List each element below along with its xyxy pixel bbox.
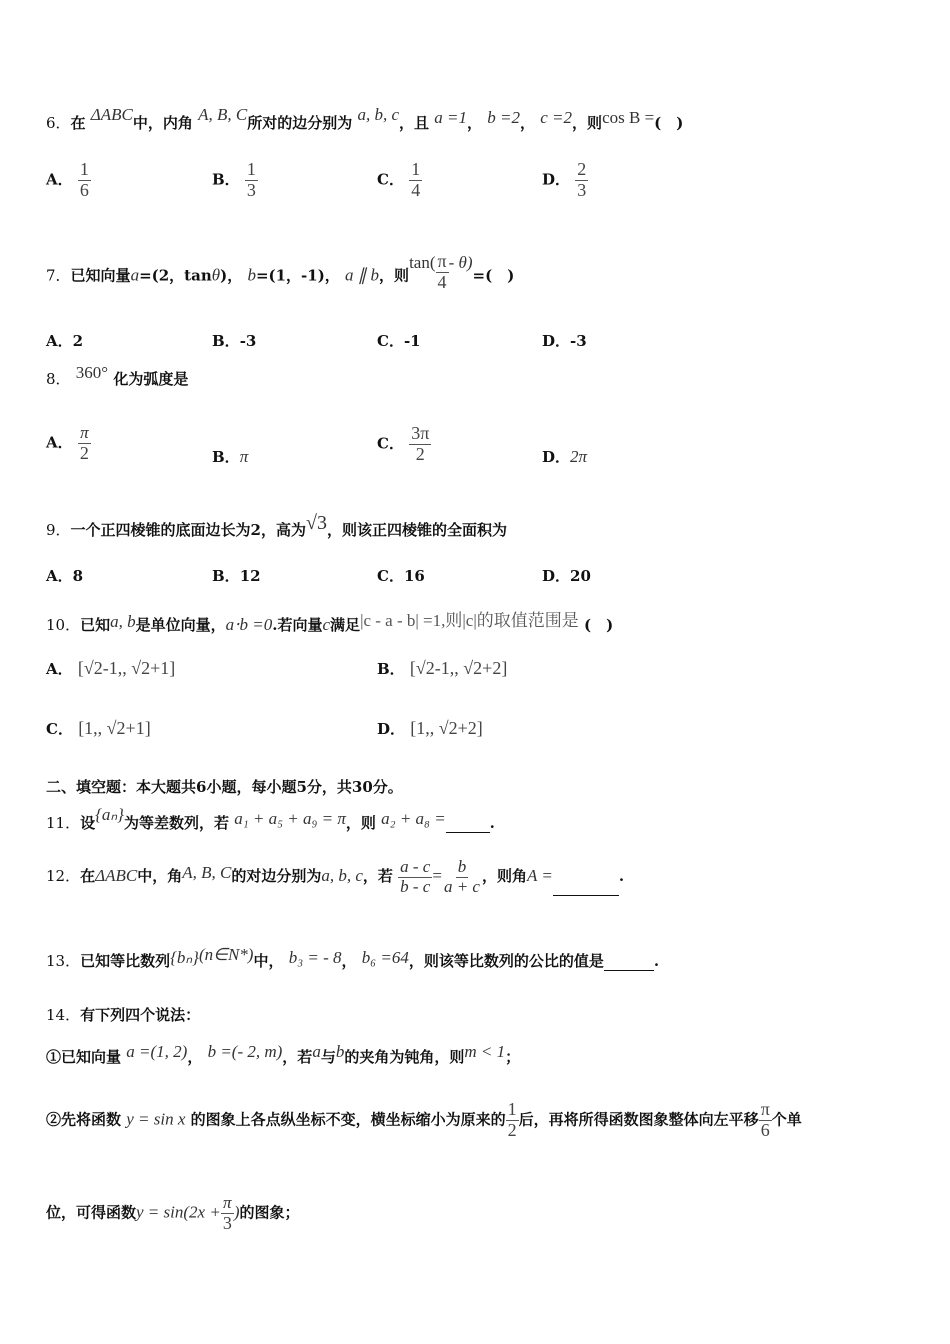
question-9: 9．一个正四棱锥的底面边长为2，高为√3，则该正四棱锥的全面积为 <box>46 512 507 539</box>
q6-option-c: C． $\frac{1}{4}$ <box>377 159 421 200</box>
question-10: 10．已知a, b是单位向量，a⋅b =0.若向量c满足|c - a - b| =1,则|c|的取值范围是 ( ) <box>46 611 614 634</box>
q8-option-a: A． $\frac{\pi}{2}$ <box>46 423 89 463</box>
q6-option-d: D． $\frac{2}{3}$ <box>542 159 587 200</box>
q10-option-c: C． [1,, √2+1] <box>46 718 151 738</box>
fraction: $\frac{2}{3}$ <box>577 159 587 200</box>
q10-option-a: A． [√2-1,, √2+1] <box>46 658 176 678</box>
answer-blank[interactable] <box>446 832 490 833</box>
fraction: $\frac{a - c}{b - c}$ <box>400 857 431 896</box>
question-14: 14．有下列四个说法： <box>46 1006 201 1024</box>
question-6: 6．在 ΔABC中，内角 A, B, C所对的边分别为 a, b, c，且 a =1， b =2， c =2，则cos B =( ) <box>46 105 684 132</box>
q10-option-d: D． [1,, √2+2] <box>377 718 483 738</box>
question-7: 7．已知向量a=(2，tanθ)， b=(1，-1)， a ∥ b，则tan( $\frac{\pi}{4}$ - θ)=( ) <box>46 251 515 292</box>
fraction: $\frac{b}{a + c}$ <box>443 857 480 896</box>
statement-2-cont: 位，可得函数y = sin(2x + $\frac{\pi}{3}$ )的图象； <box>46 1193 300 1233</box>
answer-blank[interactable] <box>553 895 619 896</box>
q7-option-b: B．-3 <box>212 332 257 350</box>
fraction: $\frac{3\pi}{2}$ <box>411 423 430 464</box>
fraction: $\frac{\pi}{6}$ <box>760 1099 770 1140</box>
question-12: 12．在ΔABC中，角A, B, C的对边分别为a, b, c，若 $\frac{a - c}{b - c}$ = $\frac{b}{a + c}$ ，则角A = . <box>46 857 625 896</box>
question-8: 8． 360° 化为弧度是 <box>46 363 189 388</box>
q9-option-c: C．16 <box>377 567 425 585</box>
q9-option-d: D．20 <box>542 567 591 585</box>
q7-option-c: C．-1 <box>377 332 421 350</box>
statement-1: ①已知向量 a =(1, 2)， b =(- 2, m)，若a与b的夹角为钝角，则m < 1； <box>46 1042 521 1066</box>
question-11: 11．设{aₙ}为等差数列，若 a₁ + a₅ + a₉ = π，则 a₂ + a₈ = . <box>46 805 495 832</box>
q6-option-b: B． $\frac{1}{3}$ <box>212 159 256 200</box>
section-heading: 二、填空题：本大题共6小题，每小题5分，共30分。 <box>46 778 403 796</box>
fraction: $\frac{1}{6}$ <box>79 159 89 200</box>
fraction: $\frac{1}{4}$ <box>411 159 421 200</box>
fraction: $\frac{1}{2}$ <box>507 1099 517 1140</box>
q8-option-b: B．π <box>212 447 249 466</box>
q8-option-c: C． $\frac{3\pi}{2}$ <box>377 423 430 464</box>
fraction: $\frac{\pi}{4}$ <box>437 251 447 292</box>
q9-option-a: A．8 <box>46 567 84 585</box>
question-13: 13．已知等比数列{bₙ}(n∈N*)中， b₃ = - 8， b₆ =64，则该等比数列的公比的值是 . <box>46 945 660 970</box>
q9-option-b: B．12 <box>212 567 261 585</box>
fraction: $\frac{1}{3}$ <box>246 159 256 200</box>
answer-blank[interactable] <box>604 970 654 971</box>
q7-option-a: A．2 <box>46 332 84 350</box>
q6-option-a: A． $\frac{1}{6}$ <box>46 159 89 200</box>
q10-option-b: B． [√2-1,, √2+2] <box>377 658 508 678</box>
fraction: $\frac{\pi}{2}$ <box>79 423 89 463</box>
statement-2: ②先将函数 y = sin x 的图象上各点纵坐标不变，横坐标缩小为原来的 $\frac{1}{2}$ 后，再将所得函数图象整体向左平移 $\frac{\pi}{6}$ 个单 <box>46 1099 802 1140</box>
fraction: $\frac{\pi}{3}$ <box>222 1193 232 1233</box>
q8-option-d: D．2π <box>542 447 588 466</box>
q7-option-d: D．-3 <box>542 332 587 350</box>
